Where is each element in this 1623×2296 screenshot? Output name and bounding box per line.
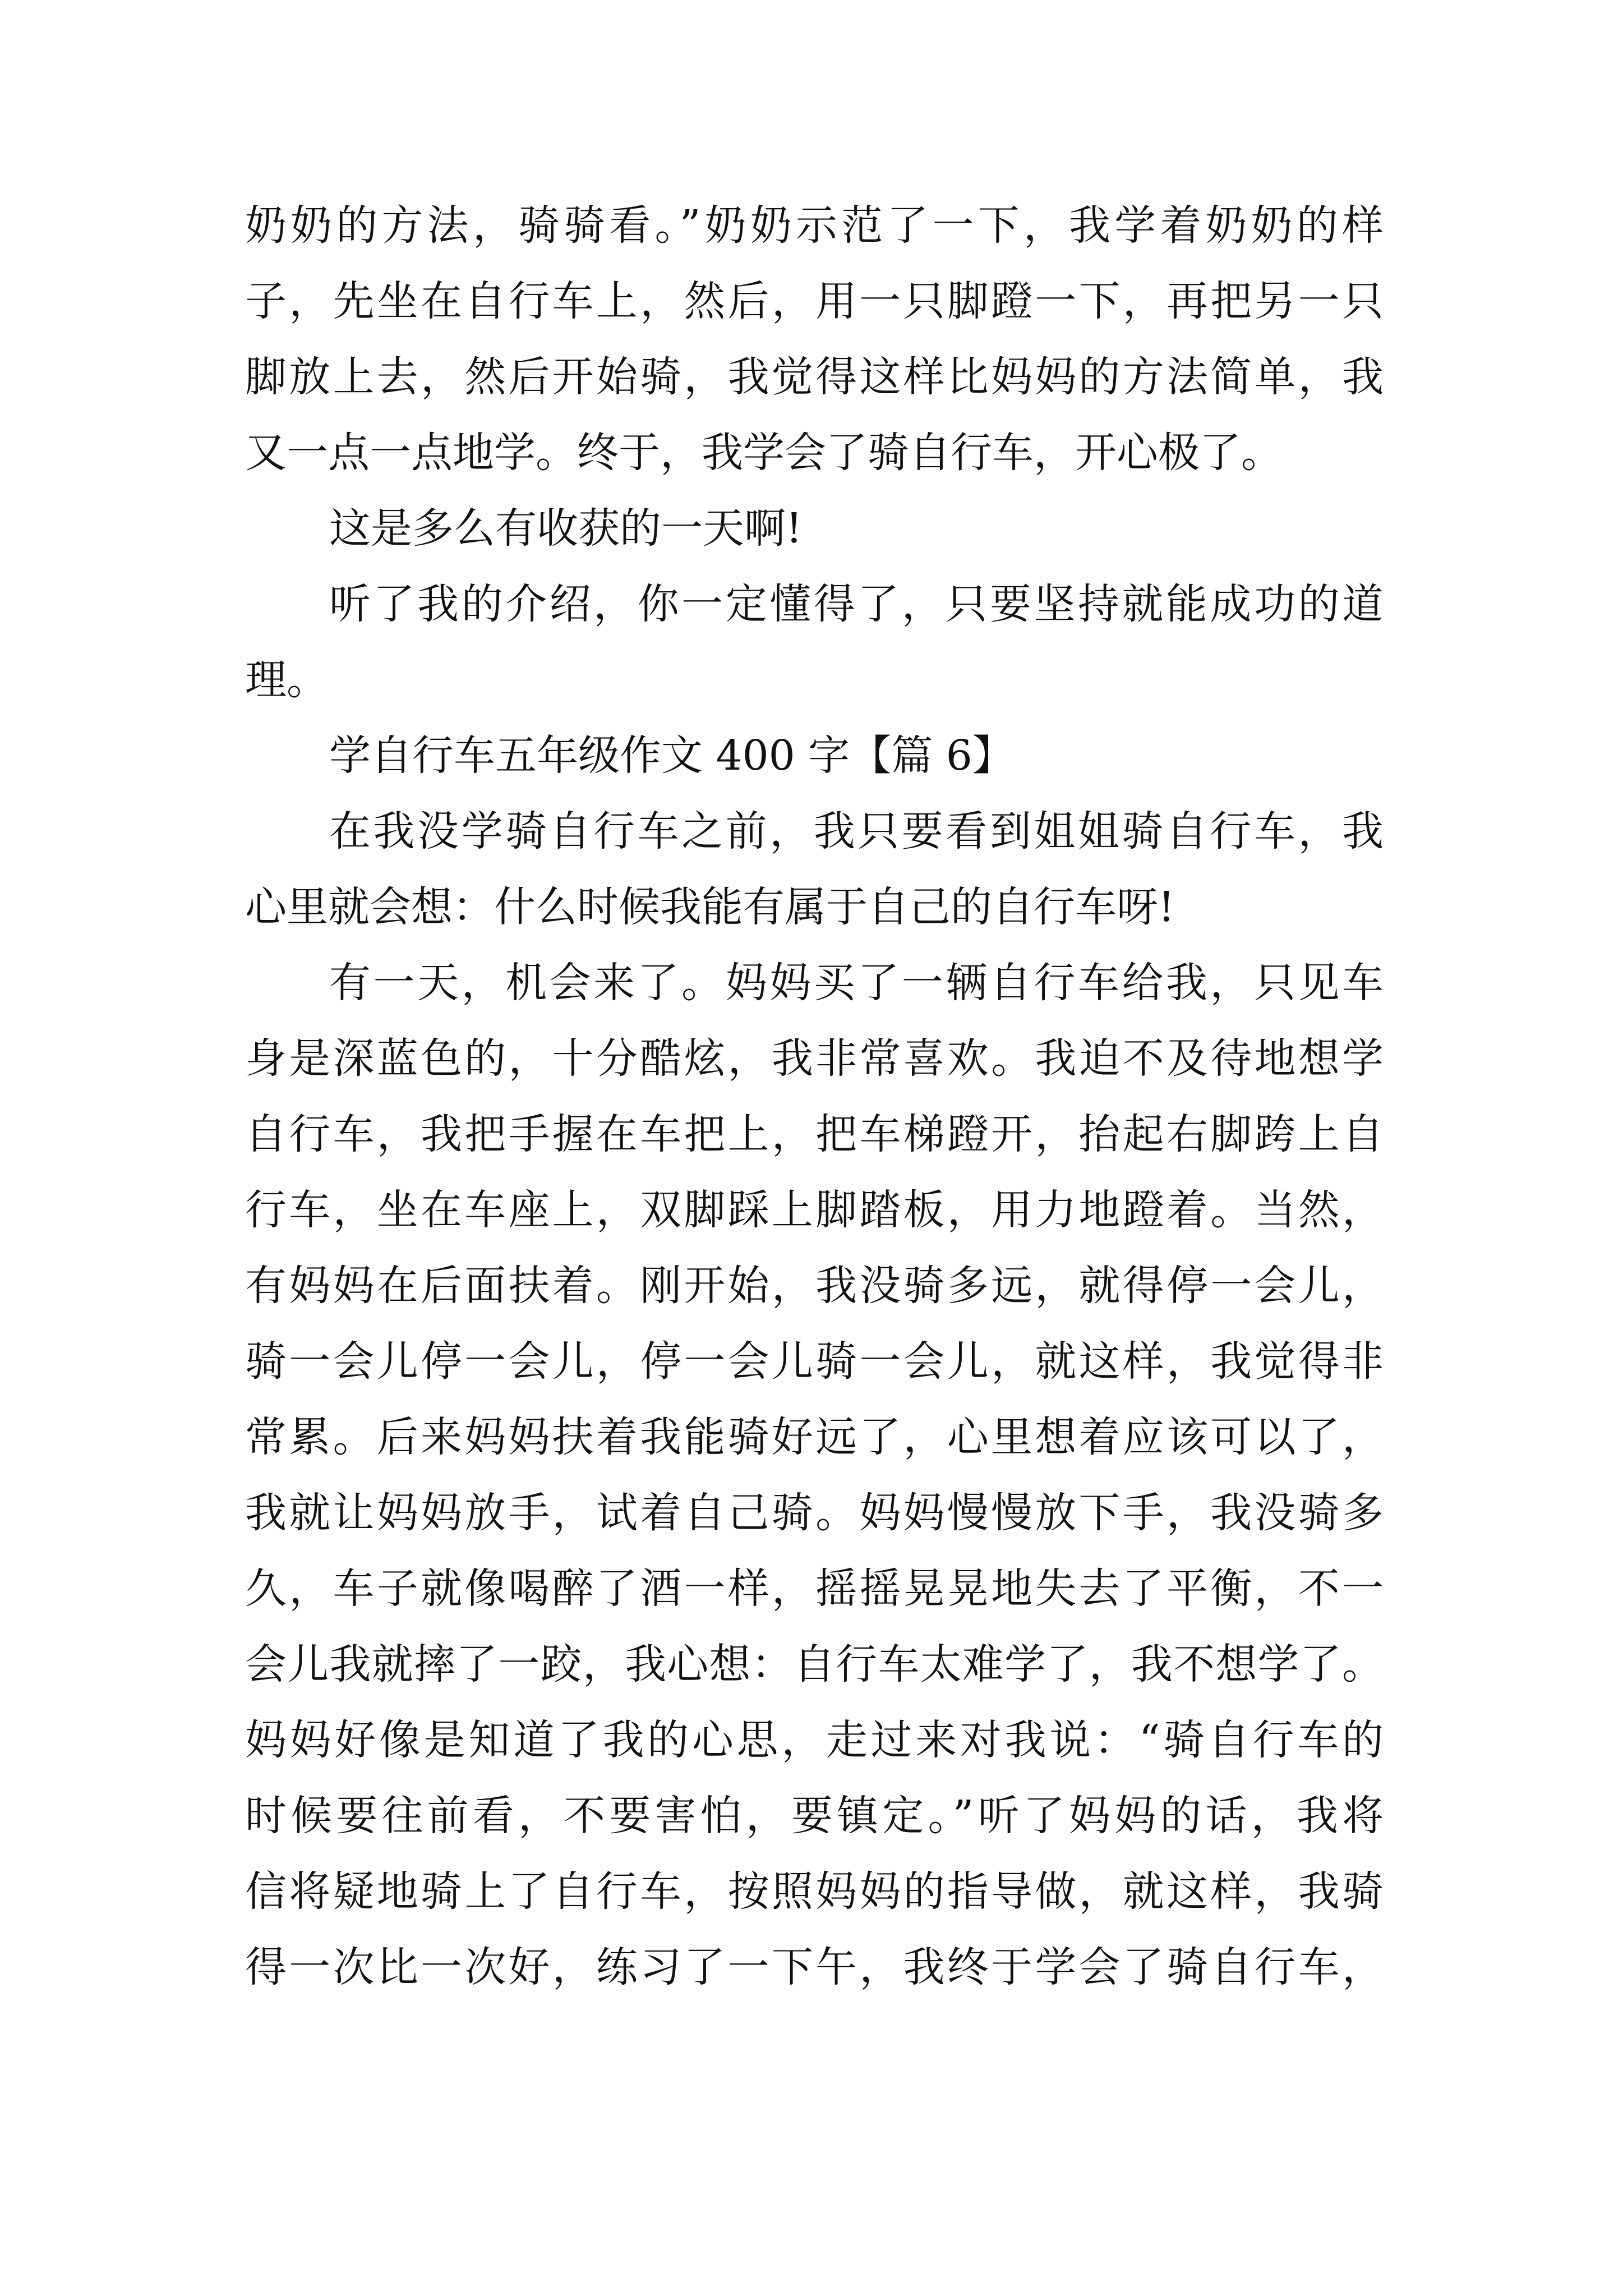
text-line: 听了我的介绍，你一定懂得了，只要坚持就能成功的道 bbox=[329, 580, 1384, 628]
text-line: 得一次比一次好，练习了一下午，我终于学会了骑自行车， bbox=[245, 1943, 1384, 1991]
text-line: 在我没学骑自行车之前，我只要看到姐姐骑自行车，我 bbox=[329, 807, 1384, 855]
text-line: 脚放上去，然后开始骑，我觉得这样比妈妈的方法简单，我 bbox=[245, 353, 1384, 401]
text-line: 久，车子就像喝醉了酒一样，摇摇晃晃地失去了平衡，不一 bbox=[245, 1565, 1384, 1613]
text-line: 身是深蓝色的，十分酷炫，我非常喜欢。我迫不及待地想学 bbox=[245, 1034, 1384, 1083]
text-line: 时候要往前看，不要害怕，要镇定。”听了妈妈的话，我将 bbox=[245, 1792, 1384, 1840]
text-line: 又一点一点地学。终于，我学会了骑自行车，开心极了。 bbox=[245, 429, 1283, 477]
text-line: 信将疑地骑上了自行车，按照妈妈的指导做，就这样，我骑 bbox=[245, 1867, 1384, 1916]
text-line: 行车，坐在车座上，双脚踩上脚踏板，用力地蹬着。当然， bbox=[245, 1186, 1384, 1234]
text-line: 心里就会想：什么时候我能有属于自己的自行车呀! bbox=[245, 883, 1175, 931]
text-line: 我就让妈妈放手，试着自己骑。妈妈慢慢放下手，我没骑多 bbox=[245, 1489, 1384, 1537]
section-heading: 学自行车五年级作文 400 字【篇 6】 bbox=[329, 731, 1014, 780]
text-line: 会儿我就摔了一跤，我心想：自行车太难学了，我不想学了。 bbox=[245, 1640, 1384, 1688]
text-line: 奶奶的方法，骑骑看。”奶奶示范了一下，我学着奶奶的样 bbox=[245, 201, 1384, 250]
text-line: 妈妈好像是知道了我的心思，走过来对我说：“骑自行车的 bbox=[245, 1716, 1384, 1764]
text-line: 骑一会儿停一会儿，停一会儿骑一会儿，就这样，我觉得非 bbox=[245, 1337, 1384, 1386]
text-line: 有妈妈在后面扶着。刚开始，我没骑多远，就得停一会儿， bbox=[245, 1262, 1384, 1310]
text-line: 这是多么有收获的一天啊! bbox=[329, 504, 803, 553]
text-line: 自行车，我把手握在车把上，把车梯蹬开，抬起右脚跨上自 bbox=[245, 1110, 1384, 1158]
text-line: 常累。后来妈妈扶着我能骑好远了，心里想着应该可以了， bbox=[245, 1413, 1384, 1461]
text-line: 子，先坐在自行车上，然后，用一只脚蹬一下，再把另一只 bbox=[245, 277, 1384, 325]
text-line: 理。 bbox=[245, 656, 328, 704]
text-line: 有一天，机会来了。妈妈买了一辆自行车给我，只见车 bbox=[329, 959, 1384, 1007]
